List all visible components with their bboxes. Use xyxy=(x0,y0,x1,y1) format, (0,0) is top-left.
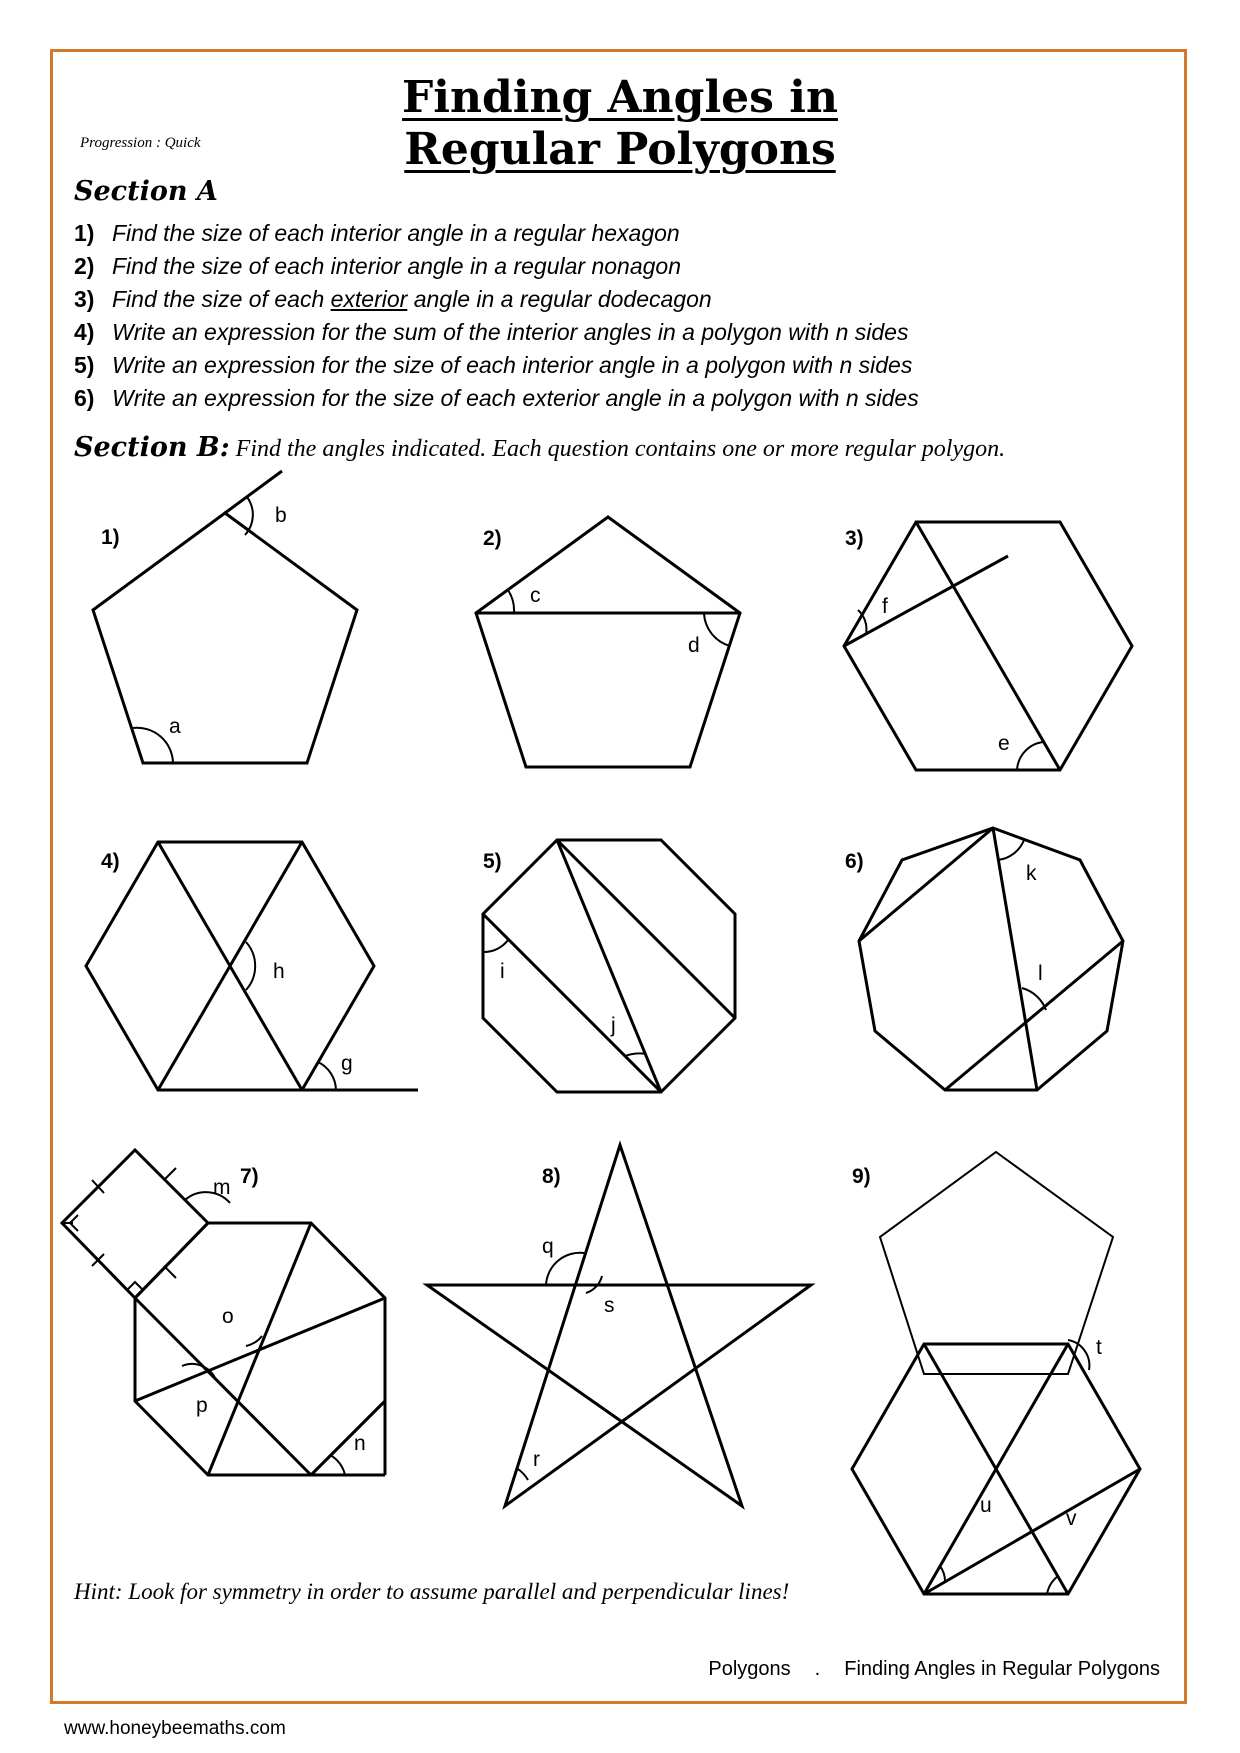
figure-number: 1) xyxy=(101,526,120,549)
figure-number: 5) xyxy=(483,850,502,873)
angle-label: s xyxy=(604,1294,615,1317)
figure-number: 8) xyxy=(542,1165,561,1188)
angle-label: q xyxy=(542,1235,554,1258)
angle-label: r xyxy=(533,1448,540,1471)
figure-number: 3) xyxy=(845,527,864,550)
question-text-part: angle in a regular dodecagon xyxy=(407,286,712,312)
angle-label: j xyxy=(611,1014,616,1037)
angle-label: a xyxy=(169,715,181,738)
progression-label: Progression : Quick xyxy=(80,135,201,151)
hint-text: Hint: Look for symmetry in order to assume parallel and perpendicular lines! xyxy=(74,1579,790,1604)
angle-label: f xyxy=(882,595,888,618)
figure-1-pentagon xyxy=(93,471,357,763)
figure-number: 4) xyxy=(101,850,120,873)
angle-label: p xyxy=(196,1394,208,1417)
figure-number: 2) xyxy=(483,527,502,550)
angle-label: u xyxy=(980,1494,992,1517)
angle-label: h xyxy=(273,960,285,983)
angle-label: n xyxy=(354,1432,366,1455)
angle-label: v xyxy=(1066,1507,1077,1530)
question-text: Find the size of each interior angle in a regular hexagon xyxy=(112,220,680,246)
question-text-emphasis: exterior xyxy=(330,286,408,312)
section-b-instruction: Find the angles indicated. Each question contains one or more regular polygon. xyxy=(235,436,1006,462)
question-text: Write an expression for the size of each exterior angle in a polygon with n sides xyxy=(112,385,919,411)
footer-topic: Polygons xyxy=(708,1658,791,1680)
angle-label: d xyxy=(688,634,700,657)
figure-6-nonagon xyxy=(845,828,1123,1090)
angle-label: t xyxy=(1096,1336,1102,1359)
figure-4-hexagon xyxy=(86,842,418,1090)
figure-8-star xyxy=(427,1145,811,1506)
section-b-heading: Section B: xyxy=(74,432,230,463)
question-number: 4) xyxy=(74,319,95,345)
angle-label: k xyxy=(1026,862,1037,885)
figure-3-hexagon xyxy=(844,522,1132,770)
question-text: Write an expression for the size of each interior angle in a polygon with n sides xyxy=(112,352,913,378)
question-text-part: Find the size of each xyxy=(112,286,331,312)
figure-number: 9) xyxy=(852,1165,871,1188)
footer-caption xyxy=(708,1658,1160,1681)
question-number: 3) xyxy=(74,286,95,312)
figure-9-pentagon-hexagon xyxy=(852,1152,1140,1594)
question-text: Find the size of each interior angle in a regular nonagon xyxy=(112,253,681,279)
angle-label: e xyxy=(998,732,1010,755)
footer-sheet-title: Finding Angles in Regular Polygons xyxy=(844,1658,1160,1680)
figure-number: 7) xyxy=(240,1165,259,1188)
angle-label: g xyxy=(341,1052,353,1075)
angle-label: i xyxy=(500,960,505,983)
website-url[interactable]: www.honeybeemaths.com xyxy=(64,1718,286,1739)
question-number: 2) xyxy=(74,253,95,279)
section-a-heading: Section A xyxy=(74,176,218,207)
angle-label: l xyxy=(1038,962,1043,985)
question-number: 6) xyxy=(74,385,95,411)
figure-5-octagon xyxy=(483,840,735,1092)
angle-label: m xyxy=(213,1176,231,1199)
question-text: Write an expression for the sum of the interior angles in a polygon with n sides xyxy=(112,319,909,345)
question-number: 1) xyxy=(74,220,95,246)
figure-2-pentagon xyxy=(476,517,740,767)
angle-label: b xyxy=(275,504,287,527)
title-line-2: Regular Polygons xyxy=(404,124,836,175)
footer-separator: . xyxy=(814,1658,821,1680)
angle-label: c xyxy=(530,584,541,607)
angle-label: o xyxy=(222,1305,234,1328)
title-line-1: Finding Angles in xyxy=(402,72,838,123)
question-number: 5) xyxy=(74,352,95,378)
figure-7-octagon-square xyxy=(62,1150,385,1475)
figure-number: 6) xyxy=(845,850,864,873)
